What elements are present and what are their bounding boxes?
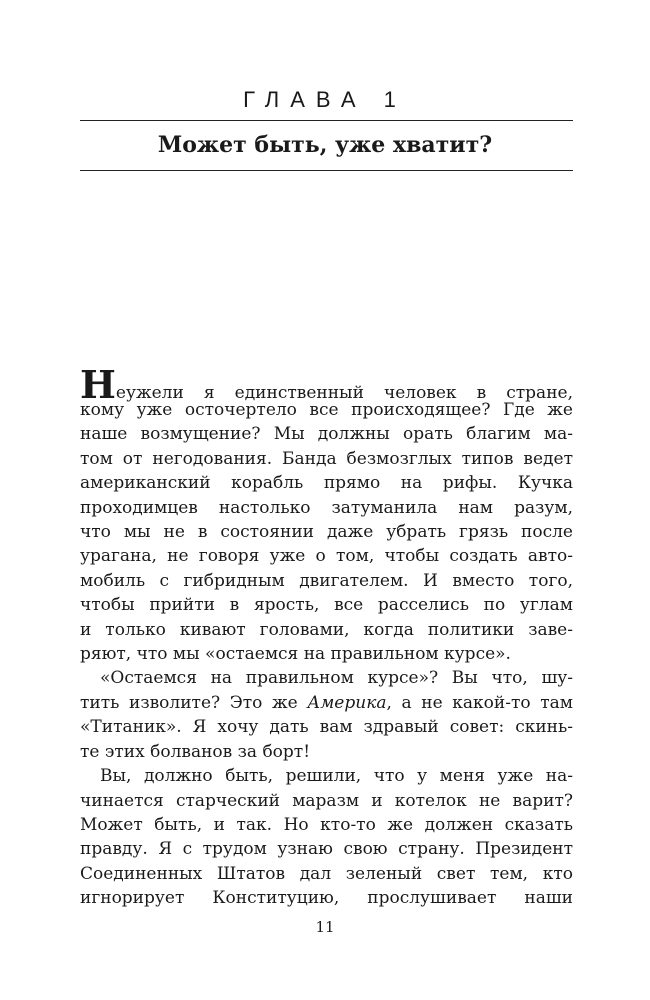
- emphasis: Америка: [307, 692, 387, 713]
- text-line: чтобы прийти в ярость, все расселись по углам: [80, 595, 573, 616]
- text-line: Неужели я единственный человек в стране,: [80, 362, 573, 407]
- text-line: Вы, должно быть, решили, что у меня уже на-: [100, 766, 573, 787]
- top-rule: [80, 120, 573, 121]
- text-line: Может быть, и так. Но кто-то же должен сказать: [80, 814, 573, 835]
- text-line: кому уже осточертело все происходящее? Где же: [80, 400, 573, 420]
- text-line: американский корабль прямо на рифы. Кучка: [80, 473, 573, 494]
- text-line: правду. Я с трудом узнаю свою страну. Президент: [80, 839, 573, 860]
- text-line: тить изволите? Это же Америка, а не какой-то там: [80, 692, 573, 713]
- text-line: чинается старческий маразм и котелок не варит?: [80, 790, 573, 811]
- text-line: наше возмущение? Мы должны орать благим ма-: [80, 424, 573, 445]
- text-line: игнорирует Конституцию, прослушивает наши: [80, 888, 573, 909]
- text-line: что мы не в состоянии даже убрать грязь после: [80, 522, 573, 543]
- bottom-rule: [80, 170, 573, 171]
- text-line: том от негодования. Банда безмозглых типов ведет: [80, 448, 573, 469]
- text-line: ряют, что мы «остаемся на правильном курсе».: [80, 644, 511, 665]
- drop-cap: Н: [80, 362, 116, 407]
- page-number: 11: [315, 918, 335, 936]
- text-line: урагана, не говоря уже о том, чтобы создать авто-: [80, 546, 573, 567]
- text-line: «Титаник». Я хочу дать вам здравый совет: скинь-: [80, 717, 573, 738]
- text-line: и только кивают головами, когда политики заве-: [80, 619, 573, 640]
- text-line: мобиль с гибридным двигателем. И вместо того,: [80, 570, 573, 591]
- text-line: проходимцев настолько затуманила нам разум,: [80, 497, 573, 518]
- paragraph-3: [80, 764, 573, 910]
- text-line: те этих болванов за борт!: [80, 741, 311, 762]
- paragraph-1: [80, 362, 573, 666]
- text-line: Соединенных Штатов дал зеленый свет тем, кто: [80, 863, 573, 884]
- chapter-label: ГЛАВА 1: [243, 87, 407, 112]
- paragraph-2: [80, 666, 573, 764]
- body-text: [80, 362, 573, 911]
- chapter-title: Может быть, уже хватит?: [157, 132, 493, 158]
- text-line: «Остаемся на правильном курсе»? Вы что, шу-: [100, 668, 573, 689]
